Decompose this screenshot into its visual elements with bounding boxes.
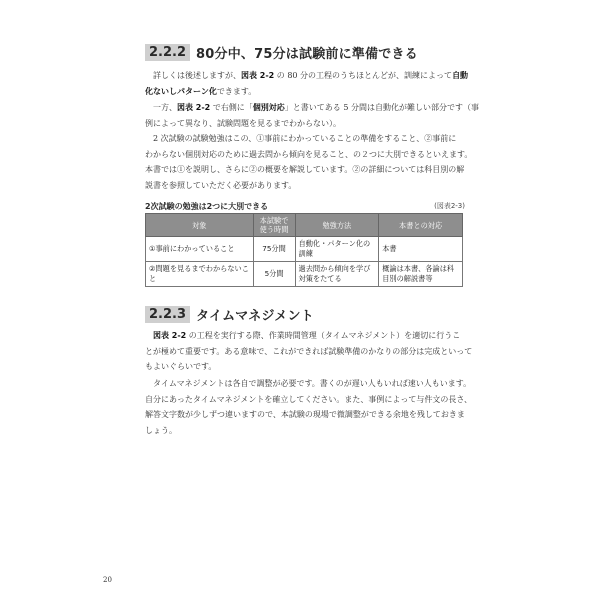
- study-method-table: [145, 213, 463, 287]
- text-line: タイムマネジメントは各自で調整が必要です。書くのが遅い人もいれば速い人もいます。: [153, 379, 472, 388]
- figure-reference: (図表2-3): [434, 202, 465, 210]
- text-line: わからない個別対応のために過去問から傾向を見ること、の２つに大別できるといえます。: [145, 149, 473, 159]
- text-line: もよいぐらいです。: [145, 362, 217, 371]
- text-line: 自分にあったタイムマネジメントを確立してください。また、事例によって与件文の長さ、: [145, 394, 473, 404]
- text-line: 一方、図表 2-2 で右側に「個別対応」と書いてある 5 分間は自動化が難しい部分です（事: [153, 103, 479, 112]
- paragraph-2: [145, 100, 479, 131]
- text-line: 説書を参照していただく必要があります。: [145, 180, 297, 190]
- header-time: 本試験で使う時間: [253, 214, 295, 237]
- text-line: 例によって異なり、試験問題を見るまでわからない）。: [145, 118, 341, 128]
- section-number: 2.2.3: [145, 306, 190, 323]
- table-header-row: [146, 214, 463, 237]
- section-heading-2-2-3: [145, 305, 314, 324]
- page-number: 20: [103, 576, 112, 584]
- paragraph-4: [145, 328, 473, 375]
- figure-title: 2次試験の勉強は2つに大別できる: [145, 202, 269, 211]
- header-method: 勉強方法: [295, 214, 379, 237]
- paragraph-3: [145, 131, 473, 193]
- section-heading-2-2-2: [145, 43, 418, 62]
- text-line: 化ないしパターン化できます。: [145, 86, 257, 96]
- paragraph-1: [145, 68, 469, 99]
- section-title: 80分中、75分は試験前に準備できる: [196, 47, 418, 62]
- cell-book: 概論は本書、各論は科目別の解説書等: [379, 262, 463, 287]
- section-title: タイムマネジメント: [196, 309, 314, 324]
- text-line: 2 次試験の試験勉強はこの、①事前にわかっていることの準備をすること、②事前に: [153, 134, 457, 143]
- cell-target: ②問題を見るまでわからないこと: [146, 262, 254, 287]
- paragraph-5: [145, 376, 473, 438]
- cell-time: 75分間: [253, 237, 295, 262]
- text-line: 解答文字数が少しずつ違いますので、本試験の現場で微調整ができる余地を残しておきま: [145, 410, 465, 419]
- header-target: 対象: [146, 214, 254, 237]
- cell-method: 自動化・パターン化の訓練: [295, 237, 379, 262]
- text-line: しょう。: [145, 425, 177, 435]
- text-line: 詳しくは後述しますが、図表 2-2 の 80 分の工程のうちほとんどが、訓練によって自動: [153, 71, 469, 80]
- text-line: 本書では①を説明し、さらに②の概要を解説しています。②の詳細については科目別の解: [145, 165, 465, 174]
- cell-method: 過去問から傾向を学び対策をたてる: [295, 262, 379, 287]
- cell-target: ①事前にわかっていること: [146, 237, 254, 262]
- section-number: 2.2.2: [145, 44, 190, 61]
- text-line: 図表 2-2 の工程を実行する際、作業時間管理（タイムマネジメント）を適切に行うこ: [153, 331, 461, 340]
- header-book: 本書との対応: [379, 214, 463, 237]
- table-row: [146, 237, 463, 262]
- figure-caption: [145, 201, 465, 212]
- table-row: [146, 262, 463, 287]
- cell-book: 本書: [379, 237, 463, 262]
- cell-time: 5分間: [253, 262, 295, 287]
- text-line: とが極めて重要です。ある意味で、これができれば試験準備のかなりの部分は完成といって: [145, 346, 473, 356]
